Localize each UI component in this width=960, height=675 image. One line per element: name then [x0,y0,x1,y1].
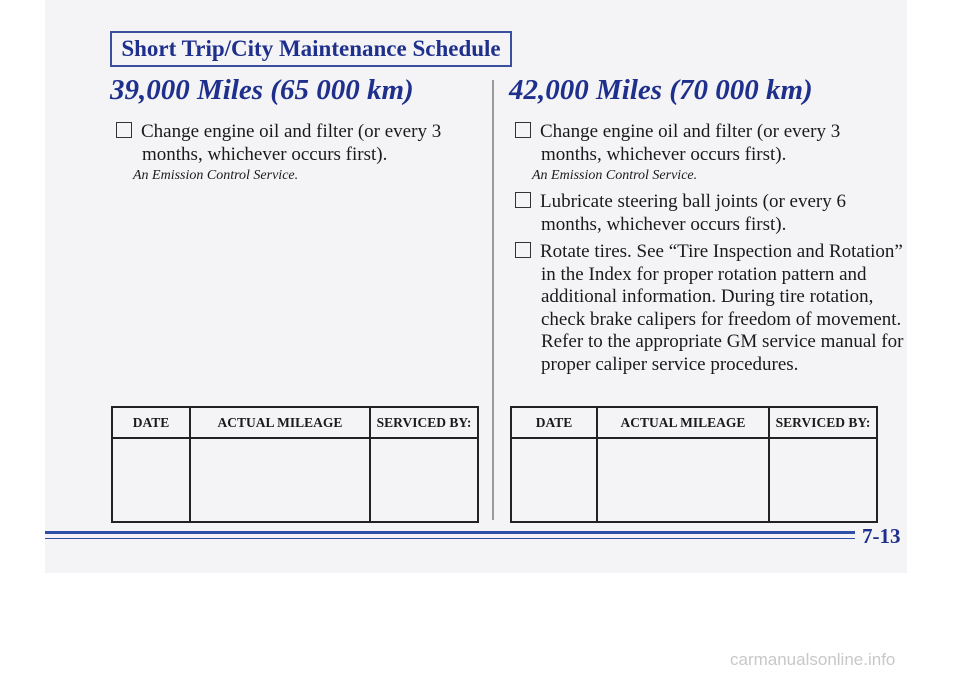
header-serviced-by: SERVICED BY: [769,407,877,438]
checkbox[interactable] [515,242,531,258]
checklist-item [515,121,881,166]
item-text: Rotate tires. See “Tire Inspection and Rotation” in the Index for proper rotation pattern and additional information. During tire rotation, check brake calipers for freedom of movement. Refer to the appropriate GM service manual for proper caliper service procedures. [540,241,904,375]
checkbox[interactable] [116,122,132,138]
mileage-cell[interactable] [190,438,370,522]
column-divider [492,80,494,520]
checklist-item [515,241,906,376]
mileage-cell[interactable] [597,438,769,522]
checkbox[interactable] [515,122,531,138]
item-text: Change engine oil and filter (or every 3 months, whichever occurs first). [540,121,841,165]
item-text: Lubricate steering ball joints (or every 6 months, whichever occurs first). [540,191,847,235]
date-cell[interactable] [511,438,597,522]
checklist-item [515,191,881,236]
right-heading: 42,000 Miles (70 000 km) [509,74,813,106]
header-mileage: ACTUAL MILEAGE [190,407,370,438]
header-date: DATE [511,407,597,438]
checklist-item [116,121,482,166]
header-mileage: ACTUAL MILEAGE [597,407,769,438]
emission-note: An Emission Control Service. [532,168,698,183]
checkbox[interactable] [515,192,531,208]
header-serviced-by: SERVICED BY: [370,407,478,438]
left-heading: 39,000 Miles (65 000 km) [110,74,414,106]
header-date: DATE [112,407,190,438]
service-record-table [111,406,479,523]
serviced-by-cell[interactable] [370,438,478,522]
watermark: carmanualsonline.info [730,650,896,669]
page-title: Short Trip/City Maintenance Schedule [110,31,512,67]
footer-rule [45,531,855,534]
date-cell[interactable] [112,438,190,522]
item-text: Change engine oil and filter (or every 3 months, whichever occurs first). [141,121,442,165]
page-number: 7-13 [862,524,901,548]
footer-rule [45,538,855,539]
serviced-by-cell[interactable] [769,438,877,522]
emission-note: An Emission Control Service. [133,168,299,183]
service-record-table [510,406,878,523]
